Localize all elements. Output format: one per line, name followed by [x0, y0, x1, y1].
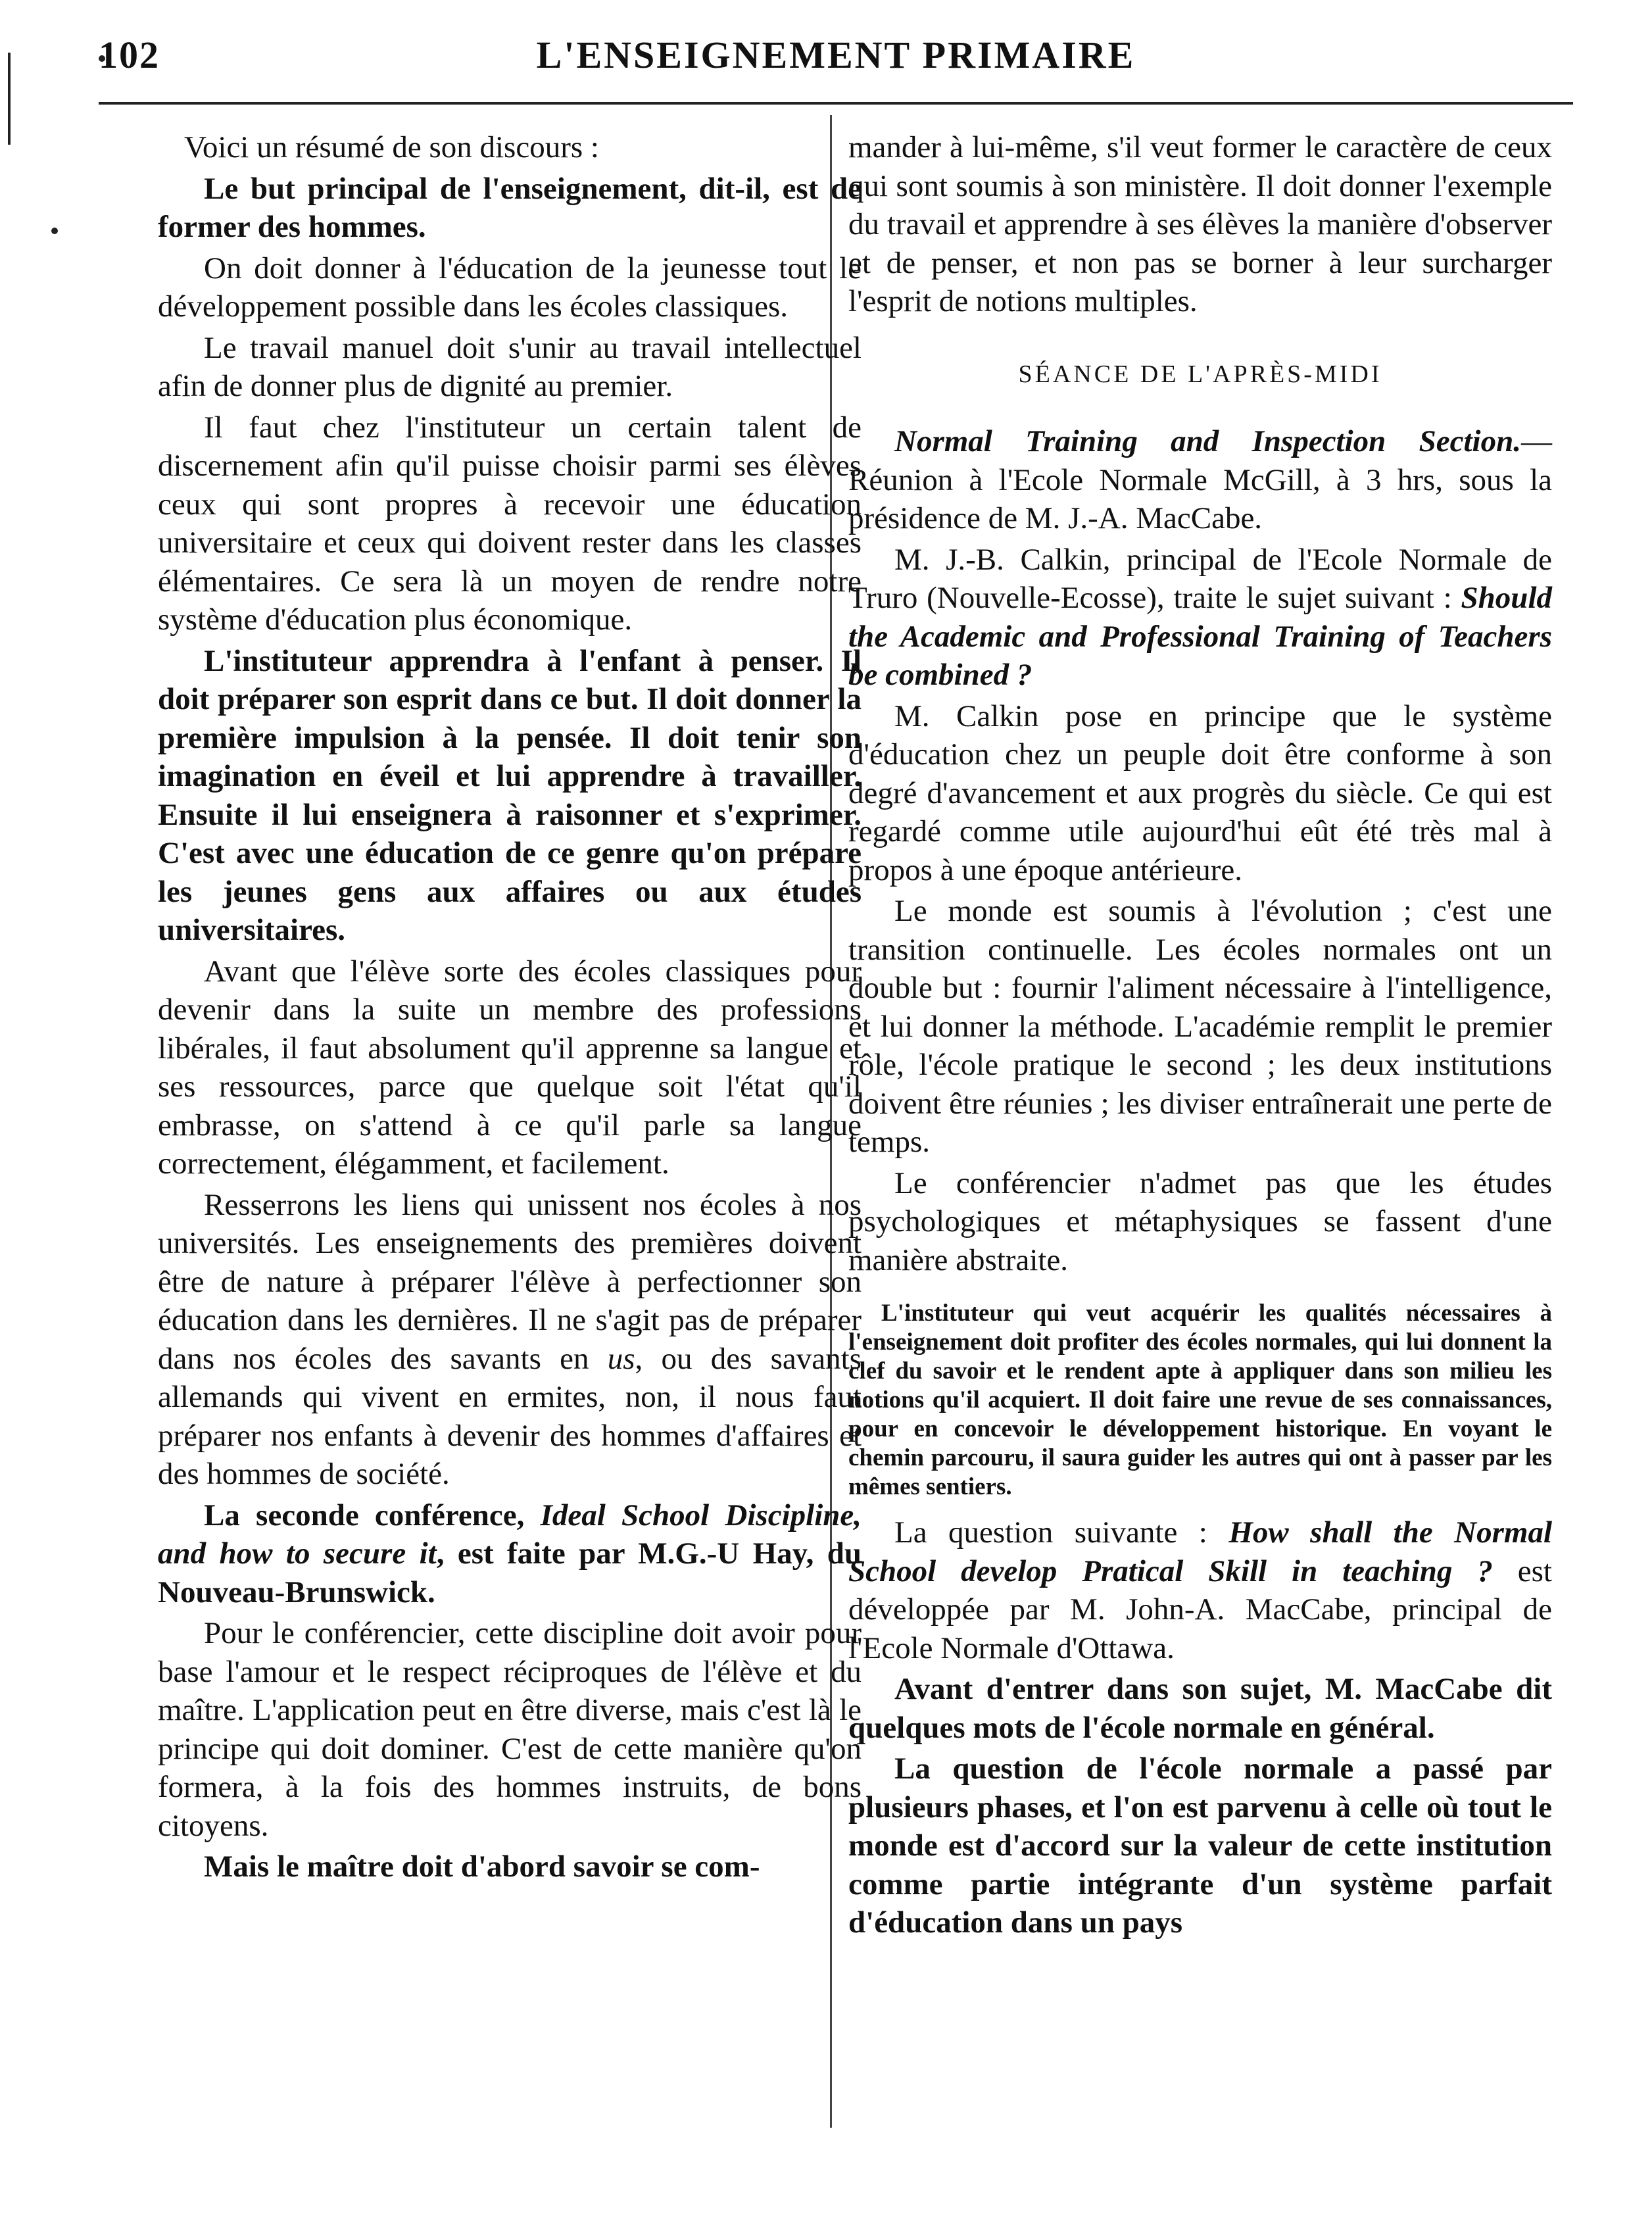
paragraph: Avant d'entrer dans son sujet, M. MacCabe dit quelques mots de l'école normale en général.	[848, 1672, 1552, 1745]
page-number: 102	[99, 34, 160, 76]
paragraph: L'instituteur apprendra à l'enfant à penser. Il doit préparer son esprit dans ce but. Il doit donner la première impulsion à la pensée. Il doit tenir son imagination en éveil et lui apprendre à travailler. Ensuite il lui enseignera à raisonner et s'exprimer. C'est avec une éducation de ce genre qu'on prépare les jeunes gens aux affaires ou aux études universitaires.	[158, 643, 862, 947]
margin-mark	[51, 228, 58, 234]
italic-run: us	[607, 1341, 635, 1376]
small-print-paragraph: L'instituteur qui veut acquérir les qualités nécessaires à l'enseignement doit profiter des écoles normales, qui lui donnent la clef du savoir et le rendent apte à appliquer dans son milieu les notions qu'il acquiert. Il doit faire une revue de ses connaissances, pour en concevoir le développement historique. En voyant le chemin parcouru, il saura guider les autres qui ont à passer par les mêmes sentiers.	[848, 1300, 1552, 1500]
paragraph: Pour le conférencier, cette discipline doit avoir pour base l'amour et le respect réciproques de l'élève et du maître. L'application peut en être diverse, mais c'est là le principe qui doit dominer. C'est de cette manière qu'on formera, à la fois des hommes instruits, de bons citoyens.	[158, 1616, 862, 1843]
small-print-block	[848, 1299, 1552, 1502]
paragraph	[158, 1186, 862, 1494]
paragraph	[848, 1513, 1552, 1667]
text-run: —Réunion à l'Ecole Normale McGill, à 3 hrs, sous la présidence de M. J.-A. MacCabe.	[848, 424, 1552, 535]
italic-run: How shall the Normal School develop Pratical Skill in teaching ?	[848, 1515, 1553, 1588]
text-run: Resserrons les liens qui unissent nos écoles à nos universités. Les enseignements des premières doivent être de nature à préparer l'élève à perfectionner son éducation dans les dernières. Il ne s'agit pas de préparer dans nos écoles des savants en	[158, 1187, 862, 1376]
paragraph: Le travail manuel doit s'unir au travail intellectuel afin de donner plus de dignité au premier.	[158, 330, 862, 403]
paragraph: On doit donner à l'éducation de la jeunesse tout le développement possible dans les écoles classiques.	[158, 251, 862, 324]
text-run: , ou des savants allemands qui vivent en ermites, non, il nous faut préparer nos enfants à devenir des hommes d'affaires et des hommes de société.	[158, 1341, 862, 1491]
text-run: La seconde conférence,	[204, 1498, 525, 1532]
paragraph	[848, 422, 1552, 538]
text-run: M. J.-B. Calkin, principal de l'Ecole Normale de Truro (Nouvelle-Ecosse), traite le sujet suivant :	[848, 542, 1552, 615]
italic-run: Should the Academic and Professional Training of Teachers be combined ?	[848, 581, 1553, 692]
text-run: , est faite par M.G.-U Hay, du Nouveau-Brunswick.	[158, 1536, 862, 1609]
paragraph: Mais le maître doit d'abord savoir se com-	[204, 1849, 760, 1884]
right-column	[848, 128, 1552, 1945]
italic-run: Ideal School Discipline, and how to secure it	[158, 1498, 862, 1571]
paragraph: Le monde est soumis à l'évolution ; c'est une transition continuelle. Les écoles normales ont un double but : fournir l'aliment nécessaire à l'intelligence, et lui donner la méthode. L'académie remplit le premier rôle, l'école pratique le second ; les deux institutions doivent être réunies ; les diviser entraînerait une perte de temps.	[848, 894, 1552, 1159]
text-run: est développée par M. John-A. MacCabe, principal de l'Ecole Normale d'Ottawa.	[848, 1554, 1552, 1665]
paragraph: Avant que l'élève sorte des écoles classiques pour devenir dans la suite un membre des professions libérales, il faut absolument qu'il apprenne sa langue et ses ressources, parce que quelque soit l'état qu'il embrasse, on s'attend à ce qu'il parle sa langue correctement, élégamment, et facilement.	[158, 954, 862, 1181]
page-header	[99, 26, 1573, 86]
section-title: SÉANCE DE L'APRÈS-MIDI	[1018, 360, 1382, 388]
paragraph: La question de l'école normale a passé par plusieurs phases, et l'on est parvenu à celle où tout le monde est d'accord sur la valeur de cette institution comme partie intégrante d'un système parfait d'éducation dans un pays	[848, 1751, 1552, 1940]
running-title: L'ENSEIGNEMENT PRIMAIRE	[536, 34, 1136, 76]
paragraph	[848, 541, 1552, 695]
italic-run: Normal Training and Inspection Section.	[894, 424, 1521, 458]
paragraph: Le conférencier n'admet pas que les études psychologiques et métaphysiques se fassent d'une manière abstraite.	[848, 1165, 1552, 1277]
paragraph: Il faut chez l'instituteur un certain talent de discernement afin qu'il puisse choisir parmi ses élèves ceux qui sont propres à recevoir une éducation universitaire et ceux qui doivent rester dans les classes élémentaires. Ce sera là un moyen de rendre notre système d'éducation plus économique.	[158, 410, 862, 637]
paragraph: Le but principal de l'enseignement, dit-il, est de former des hommes.	[158, 171, 862, 244]
header-rule	[99, 102, 1573, 105]
paragraph: Voici un résumé de son discours :	[184, 130, 599, 164]
paragraph	[158, 1496, 862, 1612]
paragraph: mander à lui-même, s'il veut former le caractère de ceux qui sont soumis à son ministère. Il doit donner l'exemple du travail et apprendre à ses élèves la manière d'observer et de penser, et non pas se borner à leur surcharger l'esprit de notions multiples.	[848, 130, 1552, 318]
margin-rule	[8, 53, 11, 145]
paragraph: M. Calkin pose en principe que le système d'éducation chez un peuple doit être conforme à son degré d'avancement et aux progrès du siècle. Ce qui est regardé comme utile aujourd'hui eût été très mal à propos à une époque antérieure.	[848, 698, 1552, 887]
left-column	[158, 128, 862, 1889]
text-run: La question suivante :	[894, 1515, 1207, 1550]
